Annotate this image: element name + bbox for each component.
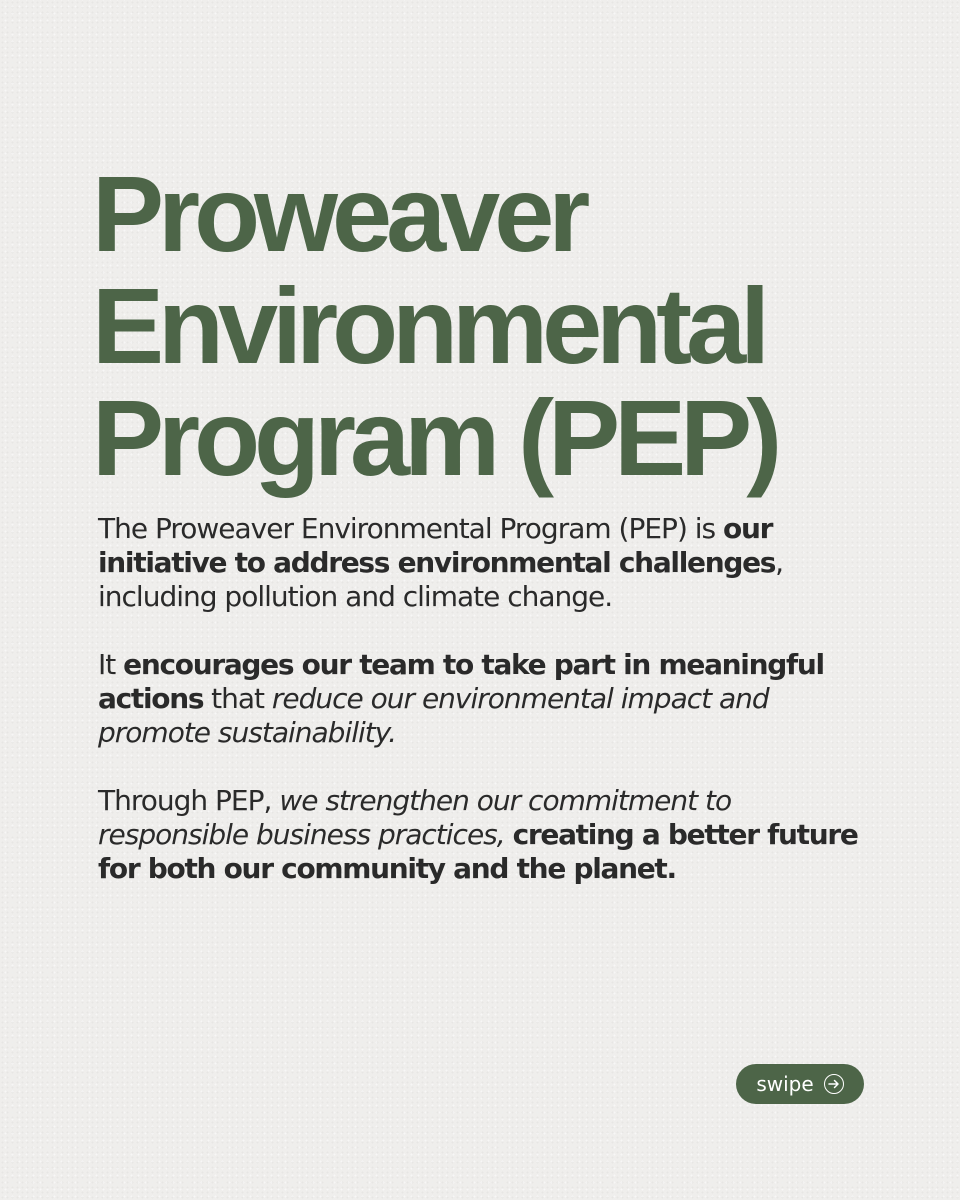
- swipe-label: swipe: [756, 1072, 814, 1096]
- paragraph-2-text-a: It: [98, 648, 124, 681]
- paragraph-2-text-c: that: [203, 682, 272, 715]
- paragraph-2-italic: reduce our environmental impact and promote sustainability.: [98, 682, 769, 749]
- paragraph-1-text-a: The Proweaver Environmental Program (PEP) is: [98, 512, 724, 545]
- paragraph-3-bold: creating a better future for both our community and the planet.: [98, 818, 858, 885]
- arrow-right-circle-icon: [824, 1074, 844, 1094]
- paragraph-3-italic: we strengthen our commitment to responsible business practices,: [98, 784, 732, 851]
- paragraph-2: [98, 648, 878, 750]
- paragraph-1-text-c: , including pollution and climate change.: [98, 546, 784, 613]
- title-line-3: Program (PEP): [92, 377, 777, 498]
- paragraph-1: [98, 512, 878, 614]
- page-title: [92, 153, 912, 498]
- swipe-button[interactable]: [736, 1064, 864, 1104]
- title-line-1: Proweaver: [92, 153, 585, 274]
- body-text: [98, 512, 878, 920]
- paragraph-3-text-a: Through PEP,: [98, 784, 280, 817]
- paragraph-1-bold: our initiative to address environmental challenges: [98, 512, 776, 579]
- paragraph-2-bold: encourages our team to take part in meaningful actions: [98, 648, 824, 715]
- paragraph-3: [98, 784, 878, 886]
- title-line-2: Environmental: [92, 265, 765, 386]
- paragraph-3-text-c: [505, 818, 513, 851]
